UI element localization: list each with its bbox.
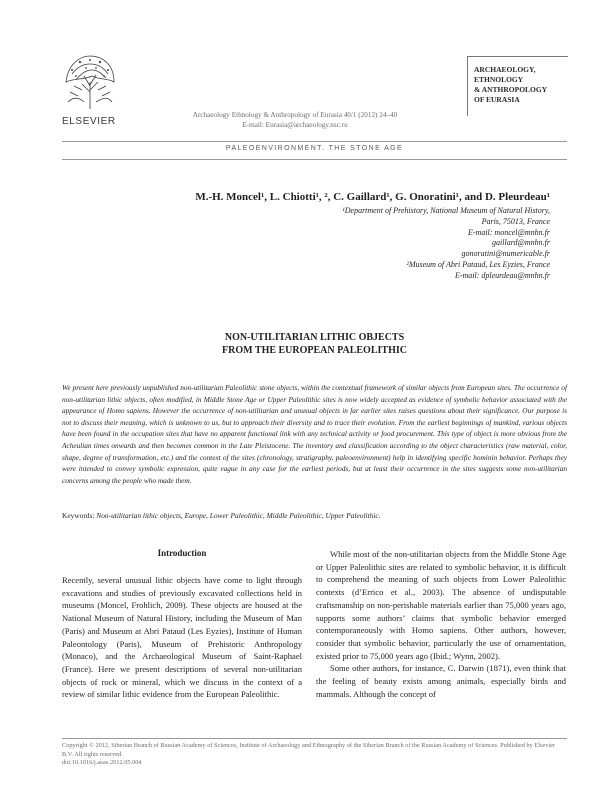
doi-link[interactable]: doi:10.1016/j.aeae.2012.05.004 [62, 759, 142, 767]
citation-line: Archaeology Ethnology & Anthropology of Eurasia 40/1 (2012) 24–40 [192, 111, 398, 119]
keywords-text: Non-utilitarian lithic objects, Europe, Lower Paleolithic, Middle Paleolithic, Upper Paleolithic. [96, 511, 381, 520]
article-title [62, 331, 567, 357]
article-title-line: FROM THE EUROPEAN PALEOLITHIC [222, 345, 407, 356]
publisher-name: ELSEVIER [62, 116, 116, 127]
journal-citation [140, 111, 450, 130]
elsevier-tree-icon [62, 52, 118, 110]
affiliations [230, 206, 550, 282]
keywords [62, 511, 567, 521]
header-rule-bottom [62, 159, 567, 160]
intro-paragraph: Recently, several unusual lithic objects have come to light through excavations and studies of previously excavated collections held in museums (Moncel, Frohlich, 2009). These objects are housed at the National Museum of Natural History, including the Museum of Man (Paris) and Museum at Abri Pataud (Les Eyzies), Institute of Human Paleontology (Paris), Museum of Prehistoric Anthropology (Monaco), and the Archaeological Museum of Saint-Raphael (France). Here we present descriptions of several non-utilitarian objects of rock or mineral, which we discuss in the context of a review of similar lithic evidence from the European Paleolithic. [62, 575, 302, 700]
journal-title-line: ETHNOLOGY [474, 75, 524, 84]
article-title-line: NON-UTILITARIAN LITHIC OBJECTS [224, 332, 405, 343]
journal-title-line: ARCHAEOLOGY, [474, 65, 536, 74]
journal-title [474, 65, 547, 105]
author-email[interactable]: E-mail: moncel@mnhn.fr [467, 227, 550, 237]
affiliation-line: ²Museum of Abri Pataud, Les Eyzies, France [406, 259, 550, 269]
journal-title-line: OF EURASIA [474, 95, 520, 104]
abstract: We present here previously unpublished non-utilitarian Paleolithic stone objects, within the contextual framework of similar objects from European sites. The occurrence of non-utilitarian lithic objects, often modified, in Middle Stone Age or Upper Paleolithic sites is now widely accepted as evidence of symbolic behavior associated with the appearance of Homo sapiens. However the occurrence of non-utilitarian and unusual objects in far earlier sites raises questions about their significance. Our purpose is not to discuss their meaning, which is unknown to us, but to approach their diversity and to trace their evolution. From the earliest beginnings of mankind, various objects have been found in the occupation sites that have no apparent functional link with any technical activity or food procurement. This type of object is more obvious from the Acheulian times onwards and then becomes common in the Late Pleistocene. The inventory and classification according to the object characteristics (raw material, color, shape, degree of transformation, etc.) and the context of the sites (chronology, stratigraphy, paleoenvironment) help in identifying specific hominin behavior. Perhaps they were intended to convey symbolic expression, quite vague in any case for the earliest periods, but at least their occurrence in the sites suggests some non-utilitarian concerns among the people who made them. [62, 383, 567, 485]
body-paragraph: While most of the non-utilitarian objects from the Middle Stone Age or Upper Paleolithic sites are related to symbolic behavior, it is difficult to comprehend the meaning of such objects from Lower Paleolithic contexts (d’Errico et al., 2003). The absence of undisputable craftsmanship on non-perishable materials earlier than 75,000 years ago, supports some authors’ claims that symbolic behavior emerged contemporaneously with Homo sapiens. Other authors, however, consider that symbolic behavior, particularly the use of ornamentation, existed prior to 75,000 years ago (Ibid.; Wynn, 2002). [316, 549, 566, 661]
affiliation-line: Paris, 75013, France [481, 216, 550, 226]
right-column [316, 548, 566, 700]
author-list: M.-H. Moncel¹, L. Chiotti¹, ², C. Gaillard¹, G. Onoratini¹, and D. Pleurdeau¹ [195, 191, 550, 203]
author-email[interactable]: gaillard@mnhn.fr [492, 238, 550, 248]
author-email[interactable]: gonoratini@numericable.fr [461, 249, 550, 259]
affiliation-line: ¹Department of Prehistory, National Museum of Natural History, [342, 206, 550, 215]
keywords-label: Keywords: [62, 511, 95, 520]
journal-box-rule [468, 56, 568, 57]
section-title: PALEOENVIRONMENT. THE STONE AGE [225, 145, 404, 152]
copyright-notice: Copyright © 2012, Siberian Branch of Russian Academy of Sciences, Institute of Archaeology and Ethnography of the Siberian Branch of the Russian Academy of Sciences. Published by Elsevier B.V. All rights reserved. [62, 742, 556, 758]
body-paragraph: Some other authors, for instance, C. Darwin (1871), even think that the feeling of beauty exists among animals, especially birds and mammals. Although the concept of [316, 663, 566, 699]
journal-title-line: & ANTHROPOLOGY [474, 85, 548, 94]
footer [62, 742, 567, 768]
journal-title-box [467, 56, 568, 116]
header-rule-top [62, 141, 567, 142]
elsevier-logo [62, 52, 118, 127]
contact-email[interactable]: E-mail: Eurasia@archaeology.nsc.ru [242, 120, 348, 129]
introduction-heading: Introduction [157, 548, 207, 558]
footer-rule [62, 738, 567, 739]
author-email[interactable]: E-mail: dpleurdeau@mnhn.fr [454, 270, 550, 280]
